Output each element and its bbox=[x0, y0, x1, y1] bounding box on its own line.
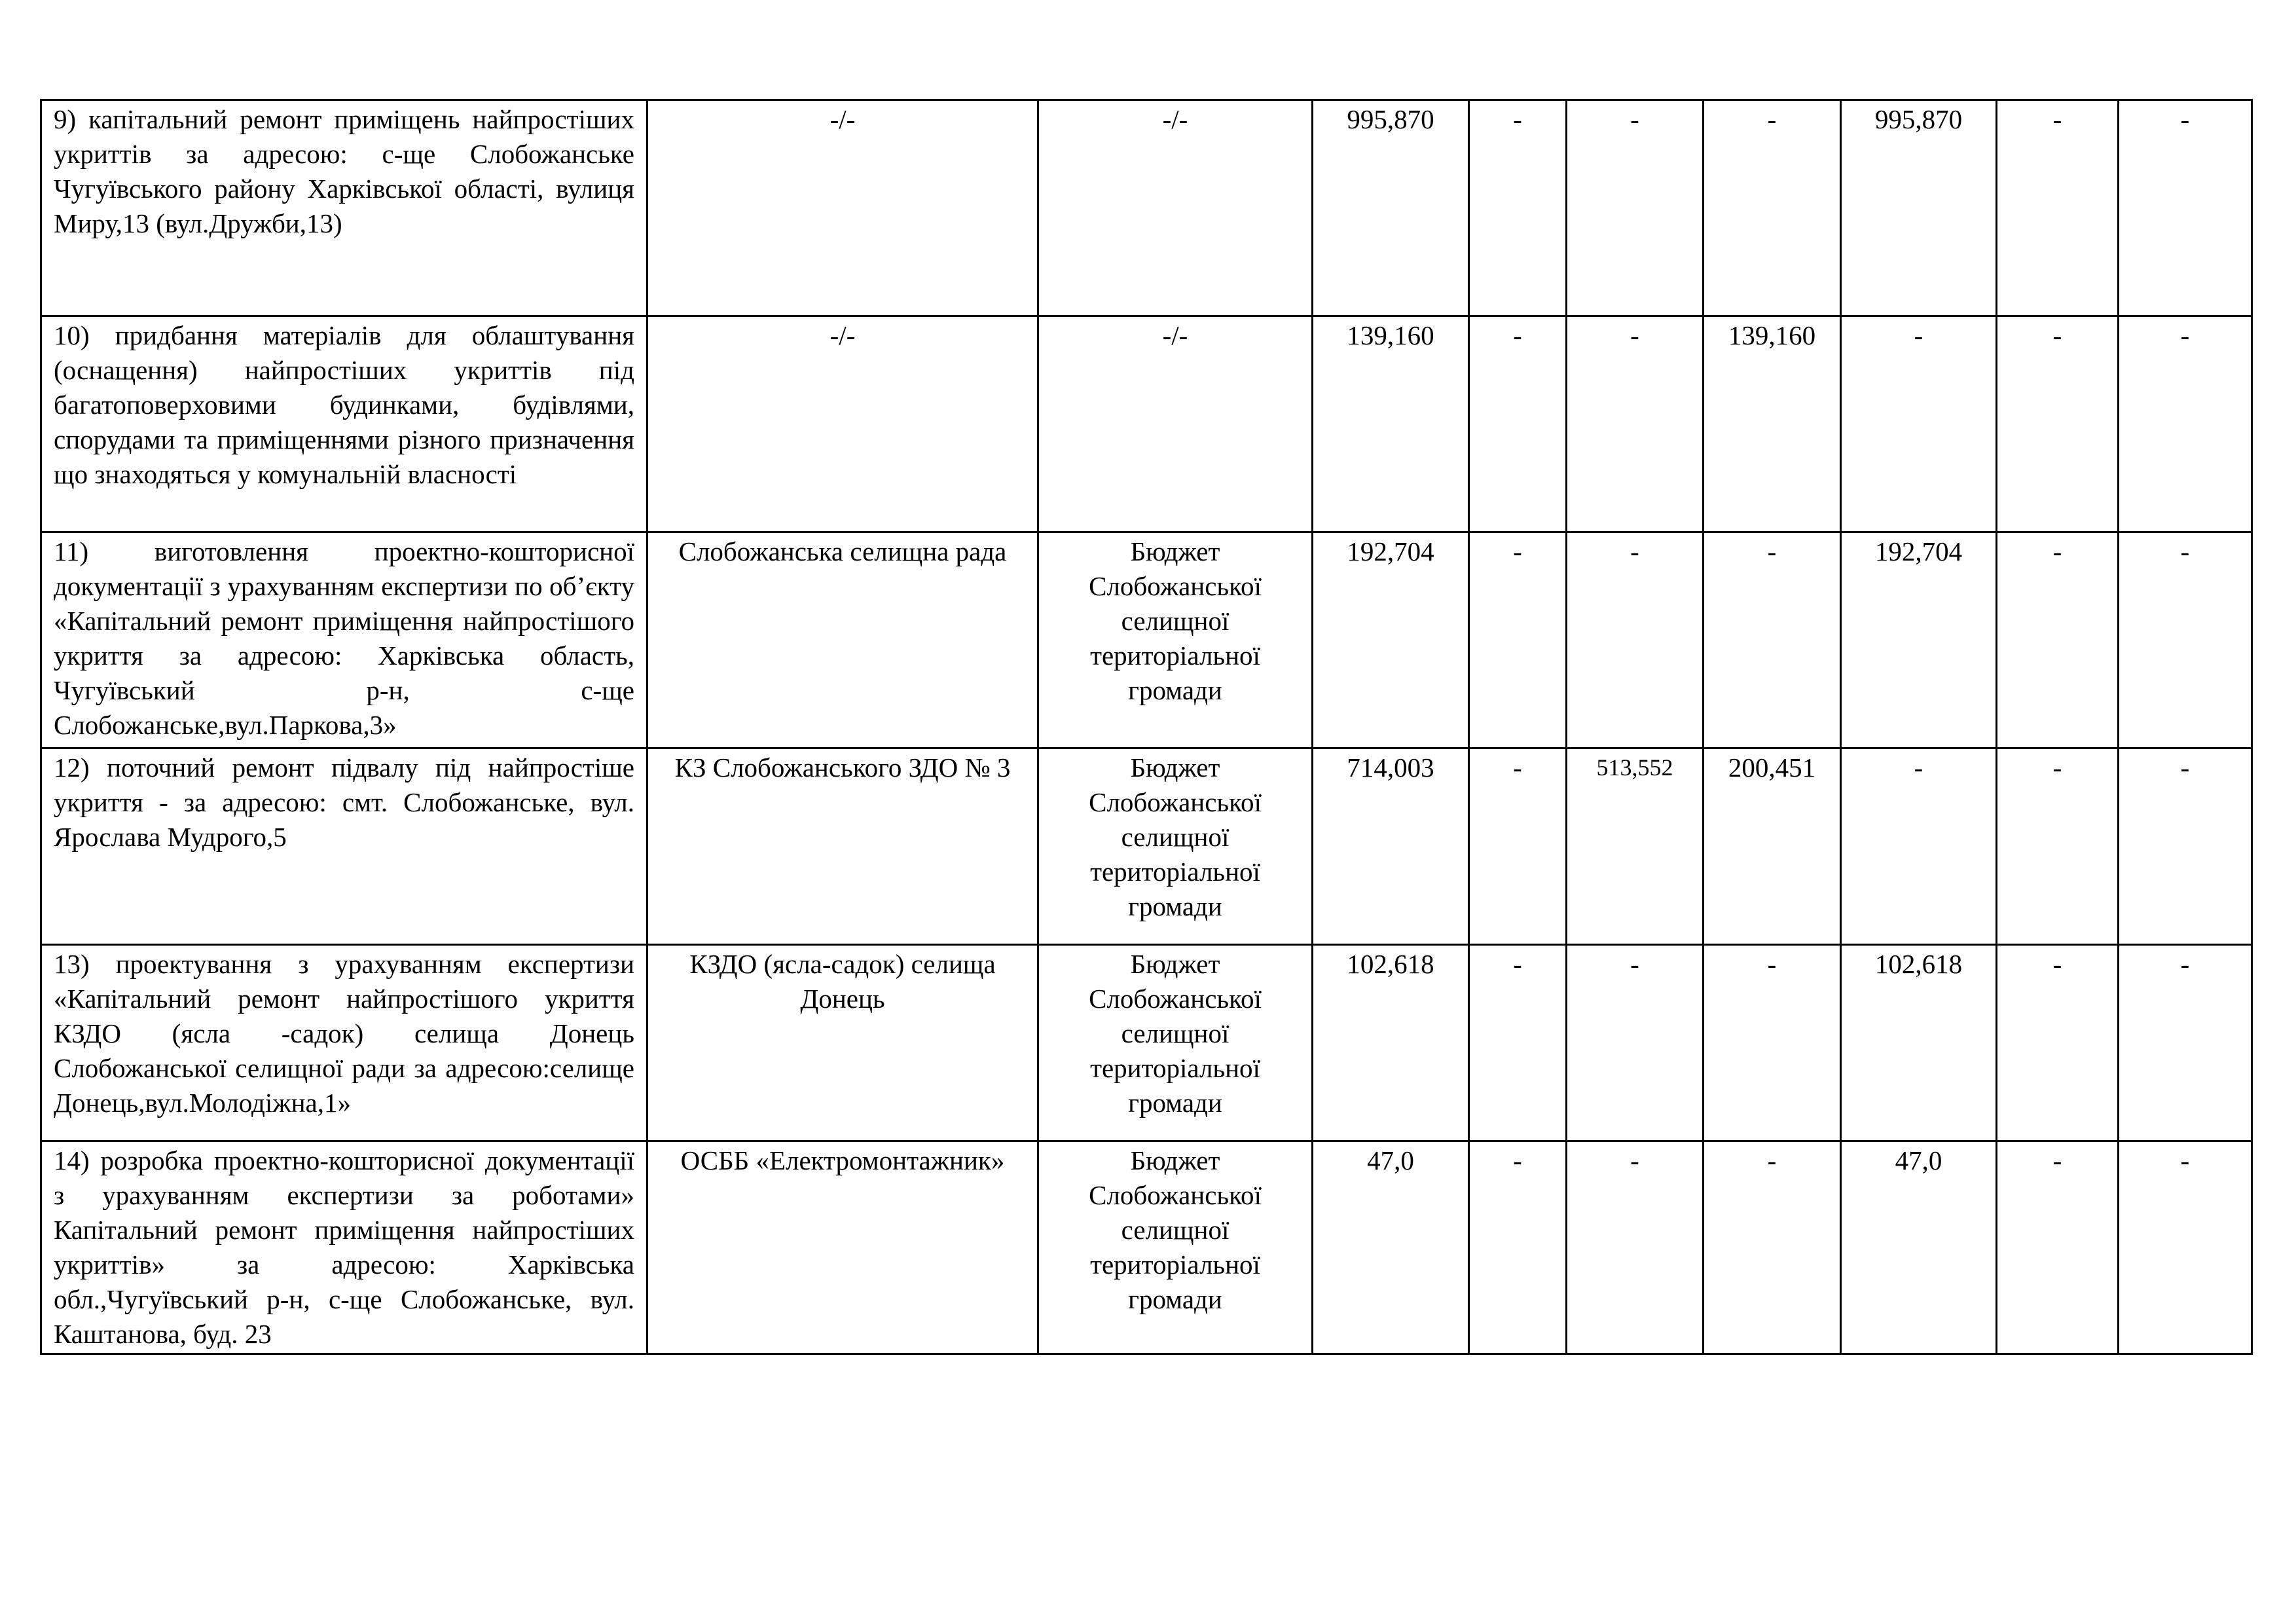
measure-description: 13) проектування з урахуванням експертизи «Капітальний ремонт найпростішого укриття КЗДО (ясла -садок) селища Донець Слобожанської селищної ради за адресою:селище Донець,вул.Молодіжна,1» bbox=[41, 945, 647, 1141]
year-amount-cell: - bbox=[1567, 1141, 1704, 1354]
funding-source-cell: Бюджет Слобожанської селищної територіальної громади bbox=[1038, 945, 1313, 1141]
year-amount-cell: - bbox=[1997, 316, 2119, 532]
year-amount-cell: - bbox=[1997, 532, 2119, 748]
funding-source-cell: Бюджет Слобожанської селищної територіальної громади bbox=[1038, 532, 1313, 748]
year-amount-cell: - bbox=[2119, 748, 2252, 945]
total-amount-cell: 47,0 bbox=[1313, 1141, 1469, 1354]
table-row bbox=[41, 748, 2252, 945]
year-amount-cell: - bbox=[1469, 316, 1567, 532]
measure-description: 12) поточний ремонт підвалу під найпростіше укриття - за адресою: смт. Слобожанське, вул. Ярослава Мудрого,5 bbox=[41, 748, 647, 945]
year-amount-cell: - bbox=[1567, 100, 1704, 316]
year-amount-cell: - bbox=[1841, 748, 1997, 945]
total-amount-cell: 714,003 bbox=[1313, 748, 1469, 945]
executor-cell: КЗ Слобожанського ЗДО № 3 bbox=[647, 748, 1038, 945]
year-amount-cell: - bbox=[2119, 316, 2252, 532]
executor-cell: -/- bbox=[647, 100, 1038, 316]
year-amount-cell: 513,552 bbox=[1567, 748, 1704, 945]
executor-cell: КЗДО (ясла-садок) селища Донець bbox=[647, 945, 1038, 1141]
table-row bbox=[41, 945, 2252, 1141]
year-amount-cell: - bbox=[1469, 1141, 1567, 1354]
executor-cell: ОСББ «Електромонтажник» bbox=[647, 1141, 1038, 1354]
year-amount-cell: - bbox=[1704, 945, 1841, 1141]
measure-description: 11) виготовлення проектно-кошторисної документації з урахуванням експертизи по об’єкту «Капітальний ремонт приміщення найпростішого укриття за адресою: Харківська область, Чугуївський р-н, с-ще Слобожанське,вул.Паркова,3» bbox=[41, 532, 647, 748]
table-row bbox=[41, 532, 2252, 748]
measure-description: 10) придбання матеріалів для облаштування (оснащення) найпростіших укриттів під багатоповерховими будинками, будівлями, спорудами та приміщеннями різного призначення що знаходяться у комунальній власності bbox=[41, 316, 647, 532]
year-amount-cell: 139,160 bbox=[1704, 316, 1841, 532]
measure-description: 9) капітальний ремонт приміщень найпростіших укриттів за адресою: с-ще Слобожанське Чугуївського району Харківської області, вулиця Миру,13 (вул.Дружби,13) bbox=[41, 100, 647, 316]
year-amount-cell: - bbox=[1469, 945, 1567, 1141]
year-amount-cell: 47,0 bbox=[1841, 1141, 1997, 1354]
year-amount-cell: - bbox=[1567, 532, 1704, 748]
executor-cell: -/- bbox=[647, 316, 1038, 532]
year-amount-cell: - bbox=[1704, 1141, 1841, 1354]
year-amount-cell: - bbox=[2119, 532, 2252, 748]
year-amount-cell: 995,870 bbox=[1841, 100, 1997, 316]
year-amount-cell: 102,618 bbox=[1841, 945, 1997, 1141]
funding-source-cell: -/- bbox=[1038, 100, 1313, 316]
table-row bbox=[41, 1141, 2252, 1354]
year-amount-cell: - bbox=[2119, 1141, 2252, 1354]
table-row bbox=[41, 100, 2252, 316]
funding-source-cell: Бюджет Слобожанської селищної територіальної громади bbox=[1038, 748, 1313, 945]
year-amount-cell: - bbox=[1997, 1141, 2119, 1354]
total-amount-cell: 995,870 bbox=[1313, 100, 1469, 316]
year-amount-cell: - bbox=[1567, 316, 1704, 532]
measures-table bbox=[40, 99, 2253, 1355]
year-amount-cell: - bbox=[1841, 316, 1997, 532]
funding-source-cell: -/- bbox=[1038, 316, 1313, 532]
total-amount-cell: 139,160 bbox=[1313, 316, 1469, 532]
year-amount-cell: - bbox=[1469, 748, 1567, 945]
year-amount-cell: 200,451 bbox=[1704, 748, 1841, 945]
year-amount-cell: - bbox=[1469, 100, 1567, 316]
executor-cell: Слобожанська селищна рада bbox=[647, 532, 1038, 748]
total-amount-cell: 102,618 bbox=[1313, 945, 1469, 1141]
year-amount-cell: - bbox=[1469, 532, 1567, 748]
year-amount-cell: - bbox=[1567, 945, 1704, 1141]
table-row bbox=[41, 316, 2252, 532]
year-amount-cell: - bbox=[1704, 100, 1841, 316]
year-amount-cell: - bbox=[1997, 100, 2119, 316]
year-amount-cell: - bbox=[2119, 100, 2252, 316]
year-amount-cell: 192,704 bbox=[1841, 532, 1997, 748]
year-amount-cell: - bbox=[1997, 748, 2119, 945]
measure-description: 14) розробка проектно-кошторисної документації з урахуванням експертизи за роботами» Капітальний ремонт приміщення найпростіших укриттів» за адресою: Харківська обл.,Чугуївський р-н, с-ще Слобожанське, вул. Каштанова, буд. 23 bbox=[41, 1141, 647, 1354]
funding-source-cell: Бюджет Слобожанської селищної територіальної громади bbox=[1038, 1141, 1313, 1354]
total-amount-cell: 192,704 bbox=[1313, 532, 1469, 748]
year-amount-cell: - bbox=[2119, 945, 2252, 1141]
year-amount-cell: - bbox=[1704, 532, 1841, 748]
year-amount-cell: - bbox=[1997, 945, 2119, 1141]
